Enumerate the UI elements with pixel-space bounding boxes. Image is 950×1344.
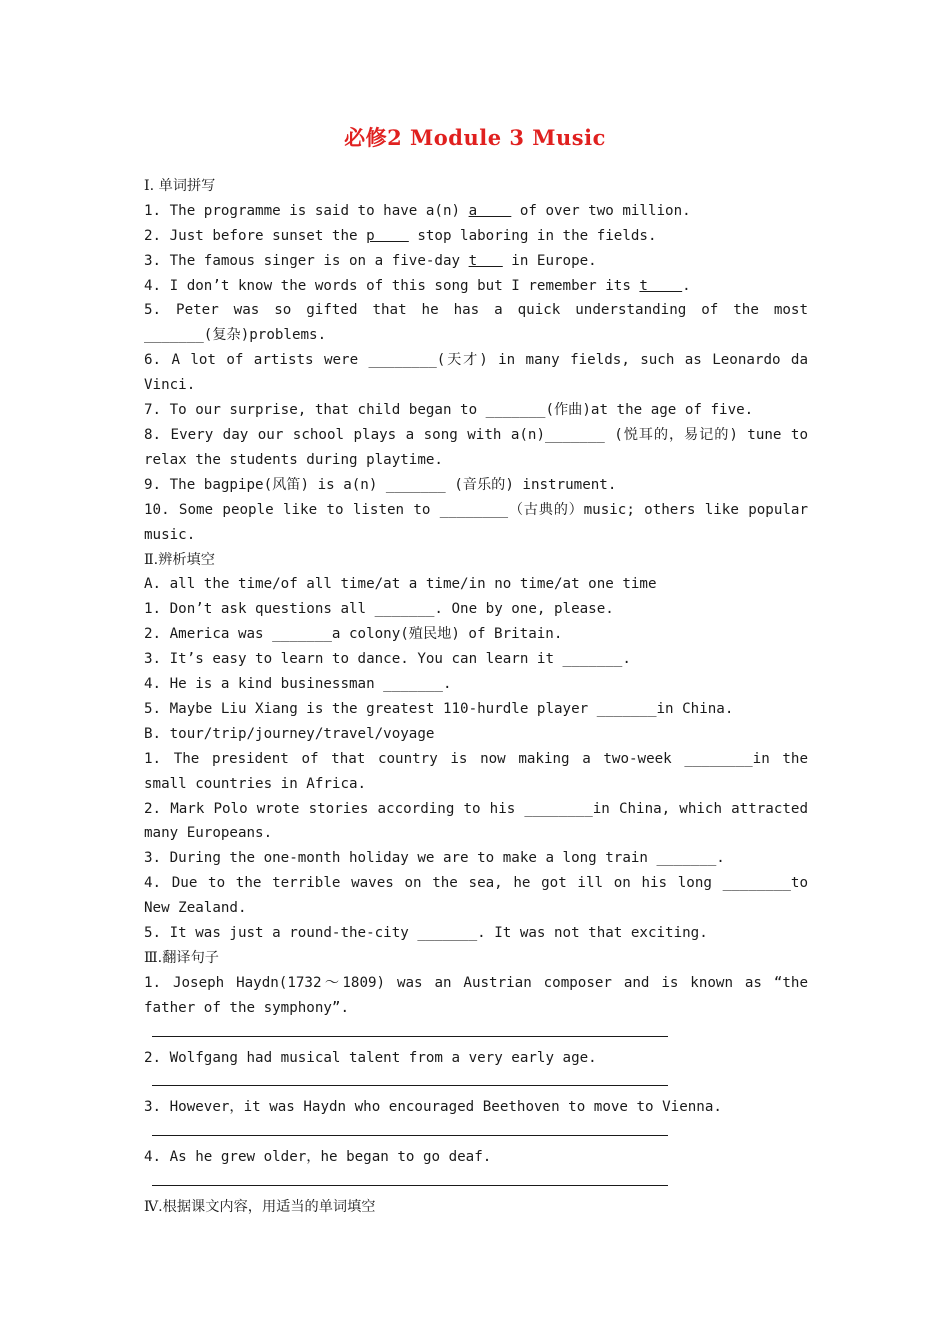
section-heading-translation: Ⅲ.翻译句子 — [144, 950, 219, 966]
spelling-item-9: 9. The bagpipe(风笛) is a(n) _______ (音乐的) instrument. — [144, 476, 617, 493]
blank-hint: a — [468, 202, 512, 219]
item-text: . — [682, 277, 691, 294]
item-text: of over two million. — [511, 202, 691, 219]
item-text: 2. Just before sunset the — [144, 227, 367, 244]
section-heading-fill-in: Ⅳ.根据课文内容，用适当的单词填空 — [144, 1198, 376, 1215]
group-b-item-2: 2. Mark Polo wrote stories according to his ________in China, which attracted many Europeans. — [144, 800, 808, 842]
spelling-item-10: 10. Some people like to listen to ________（古典的）music; others like popular music. — [144, 501, 808, 543]
page-title: 必修2 Module 3 Music — [344, 125, 606, 150]
answer-line[interactable] — [152, 1071, 668, 1096]
section-heading-spelling: Ⅰ. 单词拼写 — [144, 178, 216, 194]
section-heading-discrimination: Ⅱ.辨析填空 — [144, 551, 215, 568]
group-a-item-1: 1. Don’t ask questions all _______. One by one, please. — [144, 601, 614, 618]
blank-hint: p — [366, 227, 409, 244]
item-text: stop laboring in the fields. — [408, 227, 657, 244]
item-text: 4. I don’t know the words of this song but I remember its — [144, 277, 640, 294]
spelling-item-2 — [144, 224, 808, 249]
blank-hint: t — [468, 252, 503, 269]
group-b-item-1: 1. The president of that country is now making a two-week ________in the small countries in Africa. — [144, 750, 808, 792]
spelling-item-8: 8. Every day our school plays a song with a(n)_______ (悦耳的，易记的) tune to relax the students during playtime. — [144, 426, 808, 468]
spelling-item-7: 7. To our surprise, that child began to _______(作曲)at the age of five. — [144, 402, 754, 419]
worksheet-content — [144, 174, 808, 1220]
spelling-item-3 — [144, 249, 808, 274]
spelling-item-5: 5. Peter was so gifted that he has a quick understanding of the most _______(复杂)problems. — [144, 302, 808, 344]
group-b-item-4: 4. Due to the terrible waves on the sea, he got ill on his long ________to New Zealand. — [144, 875, 808, 917]
item-text: 3. The famous singer is on a five-day — [144, 252, 469, 269]
group-a-item-4: 4. He is a kind businessman _______. — [144, 676, 452, 693]
group-a-label: A. all the time/of all time/at a time/in no time/at one time — [144, 576, 657, 593]
group-b-label: B. tour/trip/journey/travel/voyage — [144, 725, 435, 742]
group-b-item-3: 3. During the one-month holiday we are to make a long train _______. — [144, 850, 725, 867]
group-a-item-3: 3. It’s easy to learn to dance. You can learn it _______. — [144, 651, 631, 668]
answer-line[interactable] — [152, 1021, 668, 1046]
translation-item-4: 4. As he grew older，he began to go deaf. — [144, 1149, 492, 1166]
group-b-item-5: 5. It was just a round-the-city _______. It was not that exciting. — [144, 925, 708, 942]
item-text: in Europe. — [502, 252, 597, 269]
translation-item-2: 2. Wolfgang had musical talent from a very early age. — [144, 1049, 597, 1066]
item-text: 1. The programme is said to have a(n) — [144, 202, 469, 219]
answer-line[interactable] — [152, 1170, 668, 1195]
spelling-item-4 — [144, 274, 808, 299]
group-a-item-5: 5. Maybe Liu Xiang is the greatest 110-hurdle player _______in China. — [144, 700, 734, 717]
spelling-item-6: 6. A lot of artists were ________(天才) in many fields, such as Leonardo da Vinci. — [144, 352, 808, 394]
spelling-item-1 — [144, 199, 808, 224]
group-a-item-2: 2. America was _______a colony(殖民地) of Britain. — [144, 626, 563, 643]
translation-item-3: 3. However，it was Haydn who encouraged Beethoven to move to Vienna. — [144, 1099, 722, 1116]
blank-hint: t — [639, 277, 683, 294]
answer-line[interactable] — [152, 1120, 668, 1145]
translation-item-1: 1. Joseph Haydn(1732～1809) was an Austrian composer and is known as “the father of the symphony”. — [144, 974, 808, 1016]
